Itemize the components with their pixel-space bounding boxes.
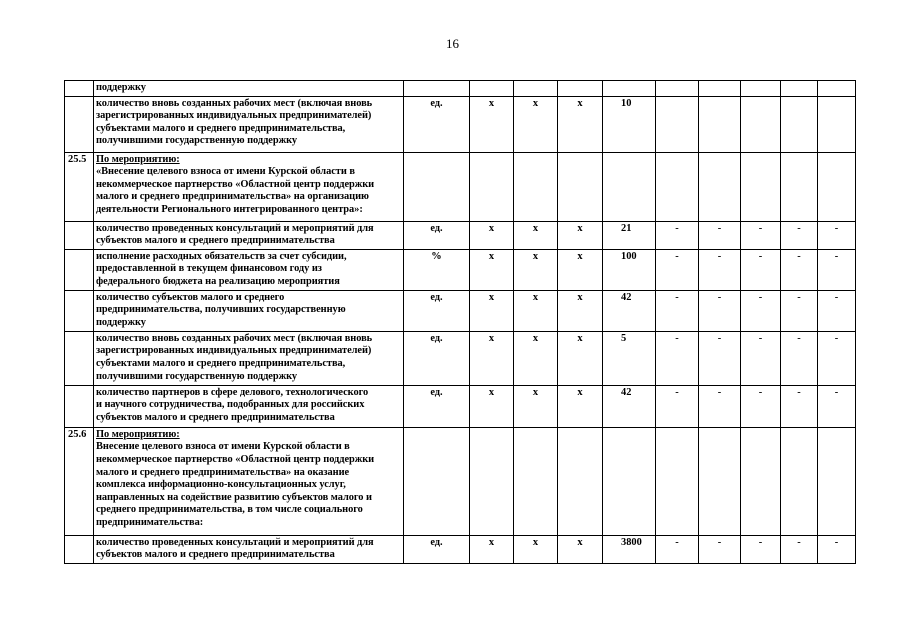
- indicator-description: [94, 535, 404, 563]
- mark-cell: х: [558, 535, 603, 563]
- mark-cell: х: [470, 96, 514, 152]
- dash-cell: [656, 81, 699, 97]
- dash-cell: -: [818, 290, 856, 331]
- description-line: субъектами малого и среднего предпринимательства,: [96, 122, 346, 134]
- table-row: [65, 385, 856, 427]
- description-line: количество вновь созданных рабочих мест (включая вновь: [96, 332, 373, 344]
- dash-cell: [699, 96, 741, 152]
- row-number: [65, 249, 94, 290]
- dash-cell: -: [741, 535, 781, 563]
- description-line: «Внесение целевого взноса от имени Курской области в: [96, 166, 355, 178]
- description-line: количество партнеров в сфере делового, технологического: [96, 386, 369, 398]
- dash-cell: -: [818, 249, 856, 290]
- row-number: 25.6: [65, 427, 94, 535]
- mark-cell: х: [470, 290, 514, 331]
- dash-cell: [741, 96, 781, 152]
- dash-cell: [818, 152, 856, 221]
- mark-cell: [558, 81, 603, 97]
- mark-cell: х: [514, 249, 558, 290]
- table-row: [65, 249, 856, 290]
- value-cell: 10: [603, 96, 656, 152]
- row-number: [65, 535, 94, 563]
- dash-cell: -: [818, 385, 856, 427]
- description-line: предоставленной в текущем финансовом году из: [96, 263, 322, 275]
- row-number: 25.5: [65, 152, 94, 221]
- value-cell: 42: [603, 290, 656, 331]
- value-cell: [603, 81, 656, 97]
- description-line: федерального бюджета на реализацию мероприятия: [96, 275, 340, 287]
- indicator-description: [94, 96, 404, 152]
- dash-cell: -: [741, 221, 781, 249]
- row-number: [65, 385, 94, 427]
- indicator-description: [94, 152, 404, 221]
- mark-cell: [558, 152, 603, 221]
- mark-cell: х: [514, 96, 558, 152]
- dash-cell: -: [699, 221, 741, 249]
- description-line: количество субъектов малого и среднего: [96, 291, 285, 303]
- unit-cell: [404, 81, 470, 97]
- description-line: предпринимательства:: [96, 516, 204, 528]
- dash-cell: -: [656, 331, 699, 385]
- dash-cell: [741, 152, 781, 221]
- indicator-description: [94, 290, 404, 331]
- description-line: количество проведенных консультаций и мероприятий для: [96, 536, 374, 548]
- mark-cell: х: [470, 331, 514, 385]
- mark-cell: [470, 81, 514, 97]
- dash-cell: -: [781, 249, 818, 290]
- table-row: [65, 152, 856, 221]
- indicator-description: [94, 331, 404, 385]
- value-cell: 5: [603, 331, 656, 385]
- dash-cell: [656, 427, 699, 535]
- dash-cell: -: [741, 385, 781, 427]
- description-line: и научного сотрудничества, подобранных для российских: [96, 399, 365, 411]
- description-line: зарегистрированных индивидуальных предпринимателей): [96, 345, 372, 357]
- measure-heading: По мероприятию:: [96, 153, 180, 165]
- value-cell: 42: [603, 385, 656, 427]
- description-line: поддержку: [96, 316, 146, 328]
- dash-cell: -: [656, 221, 699, 249]
- mark-cell: х: [470, 535, 514, 563]
- indicators-table: [64, 80, 856, 564]
- dash-cell: -: [818, 221, 856, 249]
- table-row: [65, 331, 856, 385]
- description-line: малого и среднего предпринимательства» на оказание: [96, 466, 350, 478]
- mark-cell: [514, 81, 558, 97]
- row-number: [65, 331, 94, 385]
- mark-cell: х: [470, 221, 514, 249]
- description-line: субъектов малого и среднего предпринимательства: [96, 411, 335, 423]
- description-line: получившими государственную поддержку: [96, 370, 297, 382]
- row-number: [65, 96, 94, 152]
- mark-cell: х: [514, 290, 558, 331]
- description-line: предпринимательства, получивших государственную: [96, 304, 346, 316]
- mark-cell: х: [558, 221, 603, 249]
- table-row: [65, 221, 856, 249]
- dash-cell: [781, 96, 818, 152]
- dash-cell: -: [699, 249, 741, 290]
- indicator-description: [94, 81, 404, 97]
- dash-cell: [781, 152, 818, 221]
- mark-cell: [470, 152, 514, 221]
- description-line: зарегистрированных индивидуальных предпринимателей): [96, 110, 372, 122]
- mark-cell: [514, 152, 558, 221]
- description-line: поддержку: [96, 82, 146, 93]
- dash-cell: [699, 152, 741, 221]
- dash-cell: -: [781, 385, 818, 427]
- dash-cell: [781, 81, 818, 97]
- unit-cell: ед.: [404, 535, 470, 563]
- mark-cell: х: [514, 535, 558, 563]
- unit-cell: [404, 152, 470, 221]
- mark-cell: х: [558, 96, 603, 152]
- value-cell: [603, 427, 656, 535]
- mark-cell: х: [558, 331, 603, 385]
- mark-cell: х: [470, 249, 514, 290]
- description-line: направленных на содействие развитию субъектов малого и: [96, 491, 372, 503]
- dash-cell: -: [781, 535, 818, 563]
- table-row: [65, 81, 856, 97]
- unit-cell: ед.: [404, 290, 470, 331]
- description-line: получившими государственную поддержку: [96, 135, 297, 147]
- description-line: малого и среднего предпринимательства» на организацию: [96, 191, 369, 203]
- mark-cell: х: [558, 385, 603, 427]
- unit-cell: %: [404, 249, 470, 290]
- dash-cell: [699, 81, 741, 97]
- dash-cell: [818, 81, 856, 97]
- value-cell: 21: [603, 221, 656, 249]
- mark-cell: [470, 427, 514, 535]
- indicator-description: [94, 221, 404, 249]
- description-line: среднего предпринимательства, в том числе социального: [96, 504, 363, 516]
- description-line: Внесение целевого взноса от имени Курской области в: [96, 441, 350, 453]
- dash-cell: [818, 96, 856, 152]
- description-line: количество вновь созданных рабочих мест (включая вновь: [96, 97, 373, 109]
- dash-cell: [699, 427, 741, 535]
- dash-cell: -: [699, 331, 741, 385]
- description-line: комплекса информационно-консультационных услуг,: [96, 479, 346, 491]
- description-line: субъектов малого и среднего предпринимательства: [96, 549, 335, 561]
- description-line: исполнение расходных обязательств за счет субсидии,: [96, 250, 347, 262]
- value-cell: 3800: [603, 535, 656, 563]
- dash-cell: -: [656, 385, 699, 427]
- dash-cell: [656, 152, 699, 221]
- indicator-description: [94, 385, 404, 427]
- dash-cell: -: [656, 249, 699, 290]
- dash-cell: -: [699, 290, 741, 331]
- table-row: [65, 96, 856, 152]
- indicator-description: [94, 427, 404, 535]
- table-row: [65, 427, 856, 535]
- row-number: [65, 290, 94, 331]
- dash-cell: -: [741, 249, 781, 290]
- row-number: [65, 81, 94, 97]
- value-cell: [603, 152, 656, 221]
- dash-cell: -: [699, 535, 741, 563]
- dash-cell: -: [699, 385, 741, 427]
- mark-cell: х: [514, 385, 558, 427]
- dash-cell: -: [741, 290, 781, 331]
- value-cell: 100: [603, 249, 656, 290]
- unit-cell: ед.: [404, 385, 470, 427]
- mark-cell: х: [558, 249, 603, 290]
- unit-cell: ед.: [404, 221, 470, 249]
- unit-cell: [404, 427, 470, 535]
- mark-cell: х: [514, 331, 558, 385]
- indicator-description: [94, 249, 404, 290]
- dash-cell: -: [656, 290, 699, 331]
- measure-heading: По мероприятию:: [96, 428, 180, 440]
- dash-cell: [656, 96, 699, 152]
- dash-cell: -: [741, 331, 781, 385]
- table-row: [65, 535, 856, 563]
- table-body: [65, 81, 856, 564]
- dash-cell: -: [781, 221, 818, 249]
- unit-cell: ед.: [404, 96, 470, 152]
- unit-cell: ед.: [404, 331, 470, 385]
- dash-cell: [781, 427, 818, 535]
- description-line: количество проведенных консультаций и мероприятий для: [96, 222, 374, 234]
- page-number: 16: [446, 36, 459, 51]
- dash-cell: -: [656, 535, 699, 563]
- mark-cell: [514, 427, 558, 535]
- dash-cell: -: [781, 290, 818, 331]
- description-line: субъектов малого и среднего предпринимательства: [96, 235, 335, 247]
- dash-cell: [818, 427, 856, 535]
- mark-cell: [558, 427, 603, 535]
- row-number: [65, 221, 94, 249]
- mark-cell: х: [470, 385, 514, 427]
- dash-cell: [741, 427, 781, 535]
- mark-cell: х: [558, 290, 603, 331]
- dash-cell: -: [781, 331, 818, 385]
- description-line: некоммерческое партнерство «Областной центр поддержки: [96, 453, 375, 465]
- table-row: [65, 290, 856, 331]
- dash-cell: [741, 81, 781, 97]
- dash-cell: -: [818, 535, 856, 563]
- description-line: некоммерческое партнерство «Областной центр поддержки: [96, 178, 375, 190]
- description-line: субъектами малого и среднего предпринимательства,: [96, 357, 346, 369]
- description-line: деятельности Регионального интегрированного центра»:: [96, 203, 363, 215]
- dash-cell: -: [818, 331, 856, 385]
- mark-cell: х: [514, 221, 558, 249]
